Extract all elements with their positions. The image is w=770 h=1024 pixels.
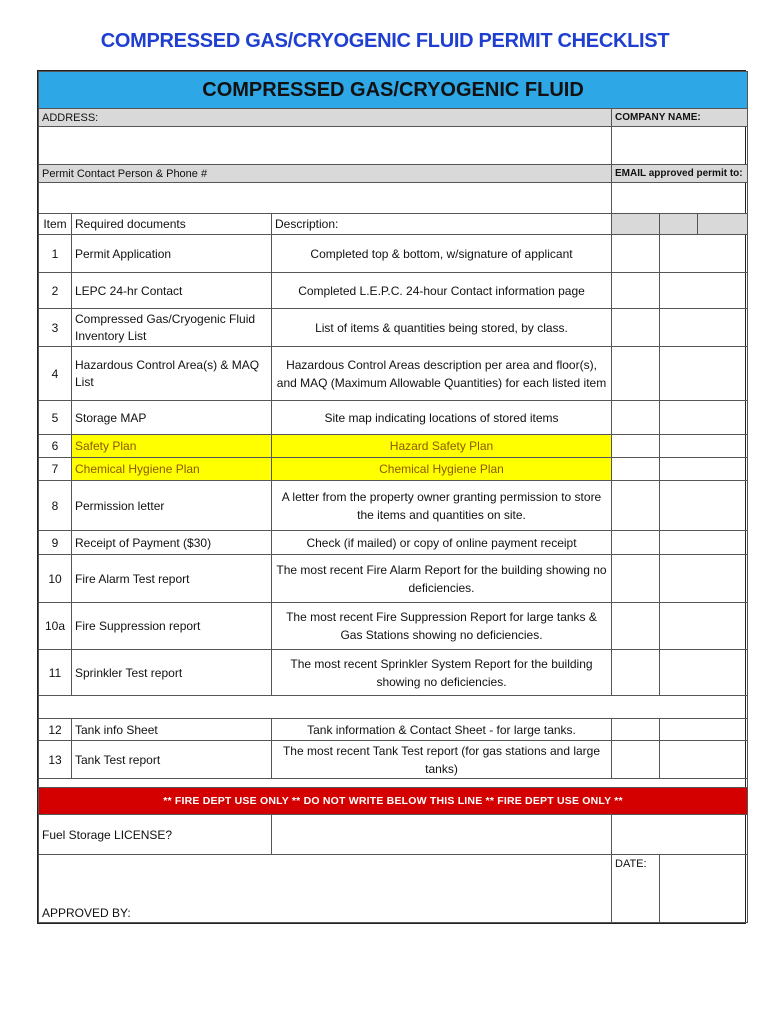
check-cell[interactable] (660, 235, 748, 273)
check-cell[interactable] (612, 531, 660, 555)
item-number: 9 (39, 531, 72, 555)
check-cell[interactable] (612, 650, 660, 696)
col-item-header: Item (39, 214, 72, 235)
fuel-license-field[interactable] (272, 815, 612, 855)
item-description: Chemical Hygiene Plan (272, 458, 612, 481)
table-row (39, 555, 748, 603)
check-cell[interactable] (612, 309, 660, 347)
fuel-license-extra-field[interactable] (612, 815, 748, 855)
check-cell[interactable] (612, 235, 660, 273)
item-description: The most recent Fire Suppression Report for large tanks & Gas Stations showing no deficiencies. (272, 603, 612, 650)
item-description: The most recent Sprinkler System Report for the building showing no deficiencies. (272, 650, 612, 696)
table-row (39, 603, 748, 650)
required-document: Fire Suppression report (72, 603, 272, 650)
col-docs-header: Required documents (72, 214, 272, 235)
check-cell[interactable] (660, 481, 748, 531)
check-column-header (698, 214, 748, 235)
spacer-row (39, 696, 748, 719)
check-cell[interactable] (660, 650, 748, 696)
item-number: 13 (39, 741, 72, 779)
table-row (39, 401, 748, 435)
table-row (39, 741, 748, 779)
check-cell[interactable] (612, 481, 660, 531)
required-document: Receipt of Payment ($30) (72, 531, 272, 555)
required-document: Fire Alarm Test report (72, 555, 272, 603)
check-cell[interactable] (612, 603, 660, 650)
spacer-row (39, 779, 748, 788)
required-document: Hazardous Control Area(s) & MAQ List (72, 347, 272, 401)
item-number: 5 (39, 401, 72, 435)
table-row (39, 531, 748, 555)
required-document: Permit Application (72, 235, 272, 273)
page-title: COMPRESSED GAS/CRYOGENIC FLUID PERMIT CHECKLIST (100, 30, 670, 52)
contact-label: Permit Contact Person & Phone # (39, 165, 612, 183)
check-cell[interactable] (660, 603, 748, 650)
check-cell[interactable] (612, 435, 660, 458)
check-cell[interactable] (660, 741, 748, 779)
item-description: Tank information & Contact Sheet - for large tanks. (272, 719, 612, 741)
item-description: Hazard Safety Plan (272, 435, 612, 458)
address-label: ADDRESS: (39, 109, 612, 127)
table-row (39, 347, 748, 401)
table-row (39, 235, 748, 273)
check-cell[interactable] (660, 401, 748, 435)
required-document: Sprinkler Test report (72, 650, 272, 696)
check-cell[interactable] (612, 555, 660, 603)
table-row (39, 481, 748, 531)
check-column-header (660, 214, 698, 235)
required-document: Compressed Gas/Cryogenic Fluid Inventory List (72, 309, 272, 347)
table-row (39, 309, 748, 347)
item-description: Check (if mailed) or copy of online payment receipt (272, 531, 612, 555)
item-number: 10a (39, 603, 72, 650)
email-field[interactable] (612, 183, 748, 214)
check-cell[interactable] (660, 309, 748, 347)
item-description: The most recent Fire Alarm Report for the building showing no deficiencies. (272, 555, 612, 603)
date-field[interactable] (660, 855, 748, 923)
required-document: Chemical Hygiene Plan (72, 458, 272, 481)
item-number: 1 (39, 235, 72, 273)
item-number: 4 (39, 347, 72, 401)
item-number: 8 (39, 481, 72, 531)
table-row (39, 435, 748, 458)
check-cell[interactable] (612, 347, 660, 401)
required-document: Safety Plan (72, 435, 272, 458)
check-cell[interactable] (612, 741, 660, 779)
form-header: COMPRESSED GAS/CRYOGENIC FLUID (39, 72, 748, 109)
item-description: The most recent Tank Test report (for gas stations and large tanks) (272, 741, 612, 779)
item-description: A letter from the property owner granting permission to store the items and quantities on site. (272, 481, 612, 531)
item-number: 7 (39, 458, 72, 481)
check-cell[interactable] (660, 531, 748, 555)
table-row (39, 650, 748, 696)
item-number: 11 (39, 650, 72, 696)
item-number: 12 (39, 719, 72, 741)
item-description: List of items & quantities being stored, by class. (272, 309, 612, 347)
check-cell[interactable] (612, 458, 660, 481)
company-name-label: COMPANY NAME: (612, 109, 748, 127)
email-label: EMAIL approved permit to: (612, 165, 748, 183)
required-document: Tank Test report (72, 741, 272, 779)
col-desc-header: Description: (272, 214, 612, 235)
table-row (39, 719, 748, 741)
check-cell[interactable] (660, 458, 748, 481)
check-cell[interactable] (612, 719, 660, 741)
check-column-header (612, 214, 660, 235)
check-cell[interactable] (612, 401, 660, 435)
item-number: 3 (39, 309, 72, 347)
checklist-table (38, 71, 748, 923)
item-description: Site map indicating locations of stored items (272, 401, 612, 435)
check-cell[interactable] (660, 719, 748, 741)
table-row (39, 458, 748, 481)
check-cell[interactable] (660, 347, 748, 401)
company-name-field[interactable] (612, 127, 748, 165)
required-document: Storage MAP (72, 401, 272, 435)
item-description: Completed L.E.P.C. 24-hour Contact information page (272, 273, 612, 309)
check-cell[interactable] (660, 555, 748, 603)
item-number: 2 (39, 273, 72, 309)
check-cell[interactable] (660, 435, 748, 458)
fuel-license-label: Fuel Storage LICENSE? (39, 815, 272, 855)
check-cell[interactable] (660, 273, 748, 309)
required-document: Permission letter (72, 481, 272, 531)
approved-by-label: APPROVED BY: (39, 855, 612, 923)
spacer-cell (39, 779, 748, 788)
check-cell[interactable] (612, 273, 660, 309)
table-row (39, 273, 748, 309)
required-document: LEPC 24-hr Contact (72, 273, 272, 309)
item-description: Hazardous Control Areas description per area and floor(s), and MAQ (Maximum Allowable Quantities) for each listed item (272, 347, 612, 401)
permit-checklist-form (37, 70, 746, 924)
spacer-cell (39, 696, 748, 719)
address-field[interactable] (39, 127, 612, 165)
item-number: 6 (39, 435, 72, 458)
item-description: Completed top & bottom, w/signature of applicant (272, 235, 612, 273)
contact-field[interactable] (39, 183, 612, 214)
date-label: DATE: (612, 855, 660, 923)
item-number: 10 (39, 555, 72, 603)
fire-dept-banner: ** FIRE DEPT USE ONLY ** DO NOT WRITE BELOW THIS LINE ** FIRE DEPT USE ONLY ** (39, 788, 748, 815)
required-document: Tank info Sheet (72, 719, 272, 741)
